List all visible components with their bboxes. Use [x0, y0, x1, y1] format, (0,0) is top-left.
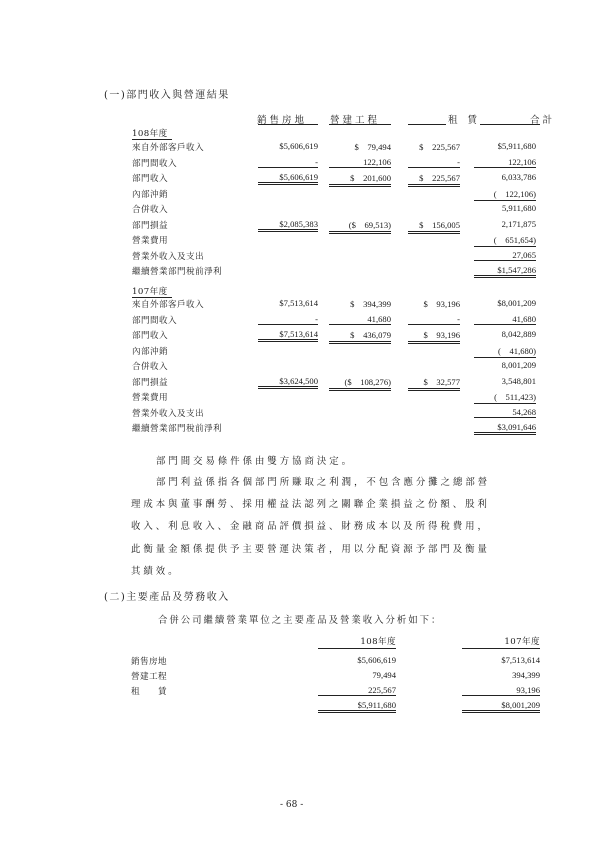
- page-number: - 68 -: [280, 800, 304, 810]
- s2-header-108: 108年度: [360, 637, 396, 647]
- s2-row-label: 租 賃: [131, 687, 167, 697]
- row-label: 來自外部客戶收入: [132, 300, 204, 310]
- cell-c1: -: [258, 314, 318, 325]
- row-label: 繼續營業部門稅前淨利: [132, 267, 222, 277]
- row-label: 內部沖銷: [132, 189, 168, 200]
- cell-c4: $8,001,209: [497, 298, 536, 308]
- cell-c2: 41,680: [329, 314, 391, 325]
- cell-c4: 3,548,801: [501, 375, 536, 386]
- row-label: 部門收入: [132, 331, 168, 341]
- header-rule: [329, 124, 391, 125]
- cell-c3: $ 225,567: [408, 172, 460, 187]
- s2-cell-v108: $5,606,619: [357, 655, 396, 665]
- row-label: 部門損益: [132, 220, 168, 231]
- cell-c4: 6,033,786: [501, 172, 536, 182]
- row-label: 繼續營業部門稅前淨利: [132, 424, 222, 434]
- year-108-label: 108年度: [132, 129, 168, 139]
- segment-profit-paragraph-line: 部門利益係指各個部門所賺取之利潤，不包含應分攤之總部營: [156, 477, 491, 488]
- cell-c4: ( 651,654): [474, 234, 536, 247]
- cell-c2: $ 436,079: [329, 329, 391, 344]
- year-underline: [132, 139, 172, 140]
- cell-c3: $ 93,196: [423, 299, 460, 309]
- year-underline: [132, 297, 172, 298]
- s2-row-label: 銷售房地: [131, 657, 167, 667]
- segment-profit-paragraph-line: 理成本與董事酬勞、採用權益法認列之關聯企業損益之份額、股利: [131, 499, 490, 510]
- cell-c1: $5,606,619: [258, 172, 318, 185]
- cell-c4: 8,001,209: [501, 360, 536, 370]
- cell-c4: 2,171,875: [501, 218, 536, 229]
- cell-c4: $1,547,286: [474, 265, 536, 278]
- cell-c2: $ 79,494: [354, 142, 391, 152]
- cell-c4: 41,680: [474, 314, 536, 325]
- cell-c3: $ 93,196: [408, 329, 460, 344]
- cell-c4: 54,268: [474, 407, 536, 418]
- section-2-title: (二)主要產品及勞務收入: [104, 592, 230, 603]
- cell-c4: $3,091,646: [474, 422, 536, 435]
- row-label: 營業費用: [132, 236, 168, 246]
- header-construction: 營建工程: [330, 115, 381, 126]
- row-label: 部門收入: [132, 174, 168, 184]
- cell-c1: $7,513,614: [279, 298, 318, 308]
- row-label: 部門間收入: [132, 315, 177, 326]
- intersegment-note: 部門間交易條件係由雙方協商決定。: [156, 456, 355, 467]
- cell-c3: -: [408, 314, 460, 325]
- cell-c4: 8,042,889: [501, 329, 536, 339]
- year-107-label: 107年度: [132, 287, 168, 297]
- s2-cell-v107: 93,196: [462, 685, 540, 696]
- s2-header-rule: [318, 648, 396, 649]
- cell-c1: $5,606,619: [279, 141, 318, 151]
- row-label: 營業外收入及支出: [132, 408, 204, 419]
- header-total: 合計: [530, 115, 556, 126]
- s2-cell-v108: 79,494: [372, 670, 396, 680]
- header-lease: 租賃: [448, 115, 488, 126]
- section-1-title: (一)部門收入與營運結果: [104, 90, 230, 101]
- row-label: 來自外部客戶收入: [132, 143, 204, 153]
- header-sales: 銷售房地: [257, 115, 308, 126]
- row-label: 營業費用: [132, 393, 168, 403]
- s2-header-rule: [462, 648, 540, 649]
- cell-c1: $2,085,383: [258, 219, 318, 232]
- s2-cell-v107: 394,399: [512, 670, 540, 680]
- cell-c4: ( 511,423): [474, 391, 536, 404]
- cell-c1: $7,513,614: [258, 329, 318, 342]
- row-label: 部門損益: [132, 377, 168, 388]
- cell-c3: -: [408, 157, 460, 168]
- row-label: 營業外收入及支出: [132, 251, 204, 262]
- cell-c4: 5,911,680: [501, 203, 536, 213]
- cell-c1: $3,624,500: [258, 376, 318, 389]
- row-label: 部門間收入: [132, 158, 177, 169]
- cell-c4: ( 41,680): [474, 345, 536, 358]
- cell-c2: ($ 108,276): [329, 376, 391, 391]
- s2-cell-v108: 225,567: [318, 685, 396, 696]
- cell-c4: ( 122,106): [474, 188, 536, 201]
- s2-cell-v107: $7,513,614: [501, 655, 540, 665]
- cell-c3: $ 225,567: [419, 142, 460, 152]
- row-label: 內部沖銷: [132, 346, 168, 357]
- section-2-intro: 合併公司繼續營業單位之主要產品及營業收入分析如下：: [158, 615, 443, 626]
- cell-c2: $ 394,399: [350, 299, 391, 309]
- cell-c4: 122,106: [474, 157, 536, 168]
- cell-c1: -: [258, 157, 318, 168]
- header-rule: [258, 124, 318, 125]
- s2-cell-v107: $8,001,209: [462, 700, 540, 713]
- s2-row-label: 營建工程: [131, 672, 167, 682]
- header-rule: [408, 124, 446, 125]
- row-label: 合併收入: [132, 205, 168, 215]
- segment-profit-paragraph-line: 其績效。: [131, 566, 181, 577]
- s2-header-107: 107年度: [504, 637, 540, 647]
- row-label: 合併收入: [132, 362, 168, 372]
- s2-cell-v108: $5,911,680: [318, 700, 396, 713]
- cell-c4: 27,065: [474, 250, 536, 261]
- segment-profit-paragraph-line: 收入、利息收入、金融商品評價損益、財務成本以及所得稅費用，: [131, 521, 490, 532]
- cell-c4: $5,911,680: [497, 141, 536, 151]
- segment-profit-paragraph-line: 此衡量金額係提供予主要營運決策者，用以分配資源予部門及衡量: [131, 544, 490, 555]
- cell-c2: 122,106: [329, 157, 391, 168]
- cell-c3: $ 32,577: [408, 376, 460, 391]
- cell-c2: ($ 69,513): [329, 219, 391, 234]
- cell-c2: $ 201,600: [329, 172, 391, 187]
- cell-c3: $ 156,005: [408, 219, 460, 234]
